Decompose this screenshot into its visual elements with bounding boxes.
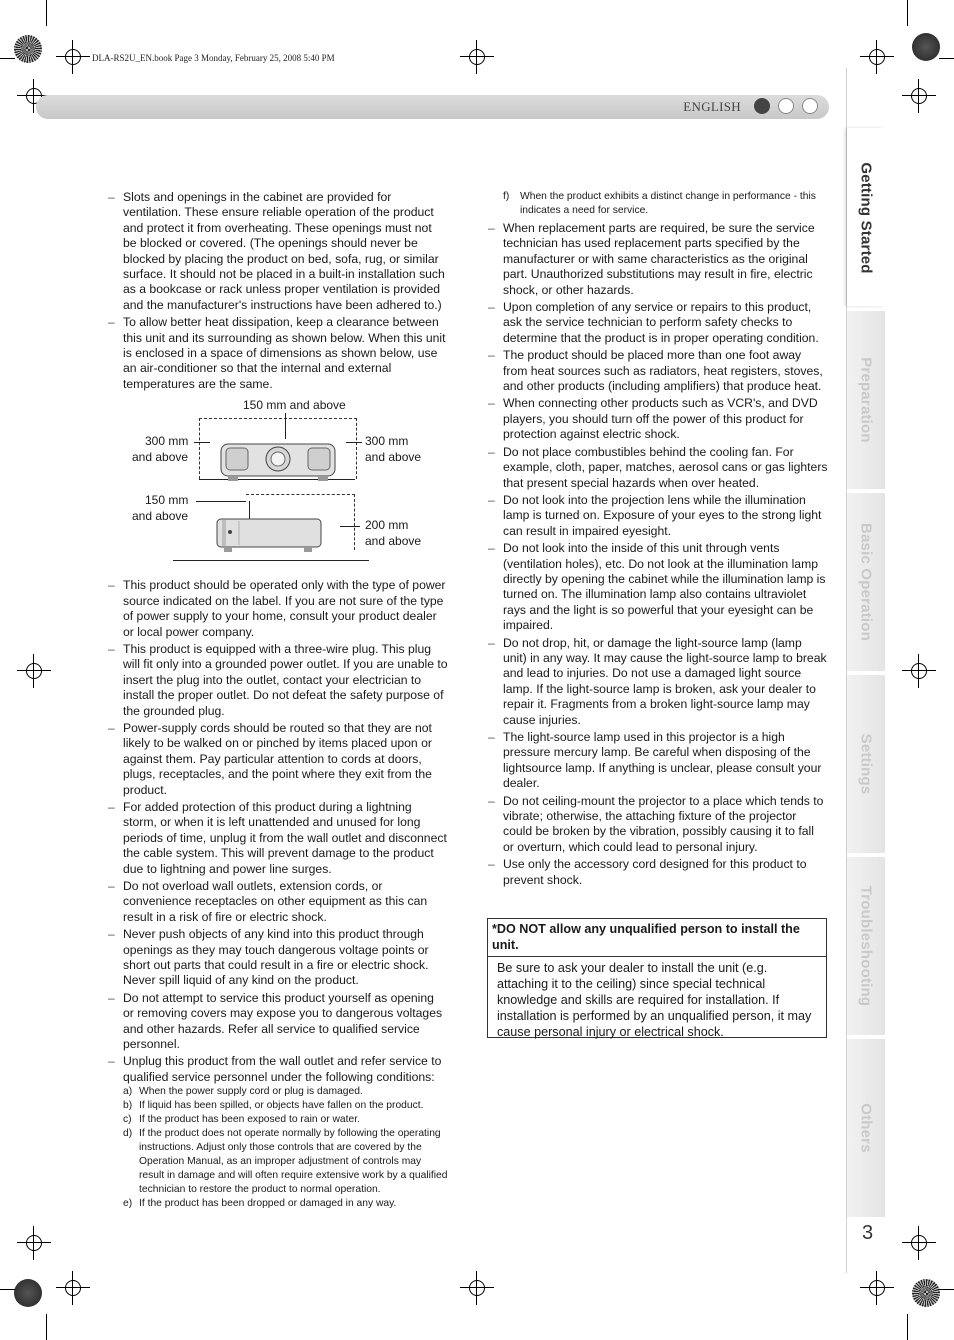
condition-item	[123, 1099, 448, 1113]
notice-title: *DO NOT allow any unqualified person to install the unit.	[488, 919, 826, 957]
dash-bullet: –	[488, 348, 495, 363]
list-item-text: Slots and openings in the cabinet are provided for ventilation. These ensure reliable operation of the product and protect it from overheating. These openings must not be blocked or covered. (The openings should never be blocked by placing the product on bed, sofa, rug, or similar surface. It should not be placed in a built-in installation such as a bookcase or rack unless proper ventilation is provided and the manufacturer's instructions have been adhered to.)	[123, 190, 445, 312]
list-item	[488, 300, 828, 346]
dash-bullet: –	[488, 221, 495, 235]
list-item-text: Do not ceiling-mount the projector to a place which tends to vibrate; otherwise, the attaching fixture of the projector could be broken by the vibration, possibly causing it to fall or overturn, which could lead to personal injury.	[503, 793, 824, 854]
crop-line	[907, 1314, 908, 1340]
clearance-diagram	[108, 398, 448, 570]
list-item	[488, 730, 828, 792]
dash-bullet: –	[108, 720, 115, 735]
condition-letter: d)	[123, 1128, 133, 1140]
condition-letter: e)	[123, 1198, 133, 1210]
list-item-text: Upon completion of any service or repairs to this product, ask the service technician to perform safety checks to determine that the product is in proper operating condition.	[503, 300, 819, 345]
list-item	[108, 1054, 448, 1085]
list-item-text: To allow better heat dissipation, keep a clearance between this unit and its surrounding as shown below. When this unit is enclosed in a space of dimensions as shown below, use an air-conditioner so that the internal and external temperatures are the same.	[123, 315, 446, 391]
tab-label: Others	[857, 1103, 875, 1153]
list-item	[108, 578, 448, 640]
dash-bullet: –	[108, 190, 115, 204]
list-item-text: Do not overload wall outlets, extension cords, or convenience receptacles on other equipment as this can result in a risk of fire or electric shock.	[123, 879, 428, 924]
list-item-text: The light-source lamp used in this projector is a high pressure mercury lamp. Be careful when disposing of the lightsource lamp. If anything is unclear, please consult your dealer.	[503, 730, 822, 791]
projector-side-icon	[216, 518, 324, 554]
dash-bullet: –	[488, 300, 495, 315]
dash-bullet: –	[488, 635, 495, 650]
tab-label: Settings	[857, 733, 875, 795]
clearance-right-label-line2: and above	[365, 450, 422, 465]
clearance-side-right-label-line2: and above	[365, 534, 422, 549]
clearance-side-top-label-line1: 150 mm	[145, 493, 189, 508]
condition-letter: f)	[503, 191, 510, 202]
crosshair-mark	[62, 1277, 84, 1299]
registration-target-top-right	[912, 33, 940, 61]
list-item	[108, 315, 448, 392]
page-indicator-dot	[778, 98, 794, 114]
condition-text: If the product has been dropped or damaged in any way.	[139, 1198, 397, 1210]
tab-label: Basic Operation	[857, 522, 875, 642]
condition-letter: c)	[123, 1114, 132, 1126]
tab-others[interactable]	[847, 1038, 885, 1217]
dash-bullet: –	[108, 990, 115, 1005]
language-bar	[36, 95, 829, 119]
tab-basic-operation[interactable]	[847, 492, 885, 671]
clearance-left-label-line1: 300 mm	[145, 434, 189, 449]
crosshair-mark	[23, 1232, 45, 1254]
list-item	[488, 857, 828, 888]
list-item	[108, 927, 448, 989]
crop-line	[46, 1314, 47, 1340]
clearance-side-top-label-line2: and above	[132, 509, 189, 524]
list-item	[488, 396, 828, 442]
list-item-text: Do not look into the inside of this unit through vents (ventilation holes), etc. Do not look at the illumination lamp directly by opening the cabinet while the illumination lamp is turned on. The illumination lamp also contains ultraviolet rays and the light is so powerful that your eyesight can be impaired.	[503, 541, 826, 633]
registration-target-top-left	[14, 35, 42, 63]
crop-line	[907, 0, 908, 26]
list-item	[488, 541, 828, 633]
dash-bullet: –	[108, 315, 115, 330]
page-indicator-dot-filled	[754, 98, 770, 114]
crosshair-mark	[908, 85, 930, 107]
tab-troubleshooting[interactable]	[847, 856, 885, 1035]
list-item	[488, 221, 828, 298]
condition-text: If liquid has been spilled, or objects have fallen on the product.	[139, 1100, 424, 1112]
clearance-top-label: 150 mm and above	[243, 398, 346, 413]
clearance-right-label-line1: 300 mm	[365, 434, 409, 449]
leader-line	[196, 501, 246, 502]
condition-letter: a)	[123, 1086, 133, 1098]
dash-bullet: –	[488, 541, 495, 556]
list-item	[488, 348, 828, 394]
crop-line	[939, 1289, 954, 1290]
list-item-text: Do not place combustibles behind the cooling fan. For example, cloth, paper, matches, aerosol cans or gas lighters that present special hazards when over heated.	[503, 444, 828, 490]
tab-label: Preparation	[857, 357, 875, 443]
crop-line	[0, 1289, 15, 1290]
condition-item	[123, 1085, 448, 1099]
crosshair-mark	[466, 1277, 488, 1299]
file-info-header: DLA-RS2U_EN.book Page 3 Monday, February 25, 2008 5:40 PM	[92, 53, 335, 63]
tab-label: Troubleshooting	[857, 885, 875, 1007]
condition-item	[123, 1127, 448, 1197]
list-item-text: Do not attempt to service this product yourself as opening or removing covers may expose you to dangerous voltages and other hazards. Refer all service to qualified service personnel.	[123, 990, 443, 1052]
crop-line	[46, 0, 47, 26]
leader-line	[285, 413, 286, 439]
list-item-text: For added protection of this product during a lightning storm, or when it is left unattended and unused for long periods of time, unplug it from the wall outlet and disconnect the cable system. This will prevent damage to the product due to lightning and power line surges.	[123, 799, 447, 876]
leader-line	[346, 442, 362, 443]
condition-item	[488, 190, 828, 218]
notice-body: Be sure to ask your dealer to install the unit (e.g. attaching it to the ceiling) since special technical knowledge and skills are required for installation. If installation is performed by an unqualified person, it may cause personal injury or electrical shock.	[497, 961, 812, 1039]
dash-bullet: –	[488, 396, 495, 411]
condition-item	[123, 1113, 448, 1127]
condition-text: When the power supply cord or plug is damaged.	[139, 1086, 363, 1098]
installation-notice-box	[487, 918, 827, 1038]
clearance-side-right-label-line1: 200 mm	[365, 518, 409, 533]
list-item-text: When connecting other products such as VCR's, and DVD players, you should turn off the power of this product for protection against electric shock.	[503, 396, 818, 442]
list-item	[108, 190, 448, 313]
projector-front-icon	[220, 442, 336, 482]
leader-line	[249, 501, 250, 519]
section-tabs	[847, 128, 885, 1273]
dash-bullet: –	[488, 793, 495, 808]
crosshair-mark	[908, 660, 930, 682]
condition-text: If the product has been exposed to rain or water.	[139, 1114, 360, 1126]
condition-text: When the product exhibits a distinct change in performance - this indicates a need for service.	[520, 191, 816, 216]
list-item-text: This product should be operated only with the type of power source indicated on the label. If you are not sure of the type of power supply to your home, consult your product dealer or local power company.	[123, 578, 446, 639]
crosshair-mark	[866, 46, 888, 68]
condition-letter: b)	[123, 1100, 133, 1112]
dash-bullet: –	[108, 879, 115, 893]
list-item-text: The product should be placed more than one foot away from heat sources such as radiators, heat registers, stoves, and other products (including amplifiers) that produce heat.	[503, 348, 823, 394]
registration-target-bottom-left	[14, 1279, 42, 1307]
crop-line	[0, 58, 15, 59]
list-item	[488, 445, 828, 491]
list-item	[108, 879, 448, 925]
dash-bullet: –	[488, 730, 495, 744]
list-item-text: Use only the accessory cord designed for this product to prevent shock.	[503, 857, 807, 887]
crosshair-mark	[866, 1277, 888, 1299]
dash-bullet: –	[108, 578, 115, 593]
language-label: ENGLISH	[683, 99, 741, 114]
page-number: 3	[862, 1222, 874, 1244]
dash-bullet: –	[488, 857, 495, 872]
leader-line	[340, 526, 360, 527]
list-item-text: This product is equipped with a three-wire plug. This plug will fit only into a grounded power outlet. If you are unable to insert the plug into the outlet, contact your electrician to install the proper outlet. Do not defeat the safety purpose of the grounded plug.	[123, 641, 448, 718]
dash-bullet: –	[108, 641, 115, 656]
dash-bullet: –	[108, 799, 115, 814]
dash-bullet: –	[108, 1054, 115, 1069]
list-item	[108, 991, 448, 1053]
right-column	[488, 190, 828, 890]
crosshair-mark	[466, 46, 488, 68]
service-conditions	[123, 1085, 448, 1211]
list-item	[108, 642, 448, 719]
tab-getting-started[interactable]	[847, 128, 885, 306]
dash-bullet: –	[488, 492, 495, 507]
list-item-text: When replacement parts are required, be sure the service technician has used replacement parts specified by the manufacturer or with same characteristics as the original part. Unauthorized substitutions may result in fire, electric shock, or other hazards.	[503, 221, 815, 297]
list-item-text: Power-supply cords should be routed so that they are not likely to be walked on or pinched by items placed upon or against them. Pay particular attention to cords at doors, plugs, receptacles, and the point where they exit from the product.	[123, 720, 432, 797]
list-item-text: Do not drop, hit, or damage the light-source lamp (lamp unit) in any way. It may cause the light-source lamp to break and lead to injuries. Do not use a damaged light source lamp. If the light-source lamp is broken, ask your dealer to repair it. Fragments from a broken light-source lamp may cause injuries.	[503, 635, 827, 727]
list-item	[488, 493, 828, 539]
crop-line	[939, 58, 954, 59]
floor-line-side	[173, 560, 369, 561]
list-item-text: Do not look into the projection lens while the illumination lamp is turned on. Exposure of your eyes to the strong light can result in impaired eyesight.	[503, 492, 822, 538]
tab-label: Getting Started	[857, 161, 875, 274]
condition-text: If the product does not operate normally by following the operating instructions. Adjust only those controls that are covered by the Operation Manual, as an improper adjustment of controls may result in damage and will often require extensive work by a qualified technician to restore the product to normal operation.	[139, 1128, 448, 1196]
list-item	[488, 636, 828, 728]
leader-line	[194, 442, 210, 443]
left-column	[108, 190, 448, 1211]
list-item	[488, 794, 828, 856]
dash-bullet: –	[108, 927, 115, 942]
clearance-left-label-line2: and above	[132, 450, 189, 465]
crosshair-mark	[62, 46, 84, 68]
list-item	[108, 721, 448, 798]
page-indicator-dot	[802, 98, 818, 114]
tab-preparation[interactable]	[847, 310, 885, 489]
crosshair-mark	[908, 1232, 930, 1254]
list-item-text: Unplug this product from the wall outlet and refer service to qualified service personnel under the following conditions:	[123, 1054, 442, 1084]
crosshair-mark	[23, 660, 45, 682]
dash-bullet: –	[488, 444, 495, 459]
list-item	[108, 800, 448, 877]
tab-settings[interactable]	[847, 674, 885, 853]
registration-target-bottom-right	[912, 1279, 940, 1307]
list-item-text: Never push objects of any kind into this product through openings as they may touch dangerous voltage points or short out parts that could result in a fire or electric shock. Never spill liquid of any kind on the product.	[123, 927, 429, 988]
condition-item	[123, 1197, 448, 1211]
